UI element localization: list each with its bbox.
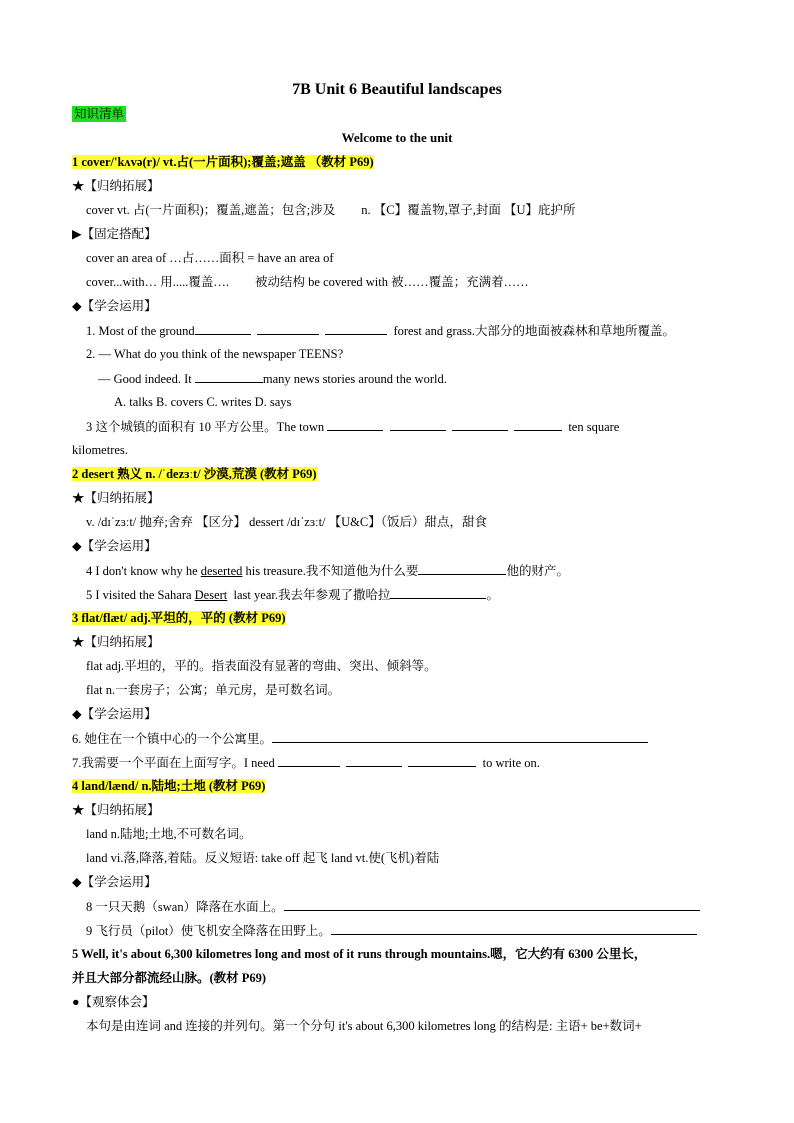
cover-phrase-2: cover...with… 用.....覆盖…. 被动结构 be covered with 被……覆盖；充满着…… [86, 275, 529, 289]
exercise-6: 6. 她住在一个镇中心的一个公寓里。 [72, 730, 648, 747]
label-expand-2: ★【归纳拓展】 [72, 491, 160, 505]
word-1-heading: 1 cover/'kʌvə(r)/ vt.占(一片面积);覆盖;遮盖 （教材 P69) [72, 155, 374, 169]
label-use-3: ◆【学会运用】 [72, 707, 157, 721]
section-heading: Welcome to the unit [341, 130, 453, 145]
exercise-8: 8 一只天鹅（swan）降落在水面上。 [86, 898, 700, 915]
exercise-9: 9 飞行员（pilot）使飞机安全降落在田野上。 [86, 922, 697, 939]
exercise-2-options: A. talks B. covers C. writes D. says [114, 395, 292, 409]
flat-noun-note: flat n.一套房子；公寓；单元房，是可数名词。 [86, 683, 341, 697]
flat-adj-note: flat adj.平坦的，平的。指表面没有显著的弯曲、突出、倾斜等。 [86, 659, 437, 673]
cover-phrase-1: cover an area of …占……面积 = have an area of [86, 251, 334, 265]
land-noun-note: land n.陆地;土地,不可数名词。 [86, 827, 252, 841]
observe-text: 本句是由连词 and 连接的并列句。第一个分句 it's about 6,300 kilometres long 的结构是: 主语+ be+数词+ [86, 1019, 642, 1033]
document-title: 7B Unit 6 Beautiful landscapes [292, 81, 502, 98]
exercise-2-question: 2. — What do you think of the newspaper TEENS? [86, 347, 344, 361]
desert-expansion: v. /dɪˈzɜːt/ 抛弃;舍弃 【区分】 dessert /dɪˈzɜːt/ 【U&C】（饭后）甜点，甜食 [86, 515, 487, 529]
exercise-3: 3 这个城镇的面积有 10 平方公里。The town ten square [86, 420, 620, 434]
exercise-7: 7.我需要一个平面在上面写字。I need to write on. [72, 756, 540, 770]
word-3-heading: 3 flat/flæt/ adj.平坦的，平的 (教材 P69) [72, 611, 286, 625]
label-expand-3: ★【归纳拓展】 [72, 635, 160, 649]
label-use: ◆【学会运用】 [72, 299, 157, 313]
label-observe: ●【观察体会】 [72, 995, 155, 1009]
exercise-4: 4 I don't know why he deserted his treasure.我不知道他为什么要 他的财产。 [86, 564, 569, 578]
knowledge-list-tag: 知识清单 [74, 107, 125, 121]
exercise-1: 1. Most of the ground forest and grass.大部分的地面被森林和草地所覆盖。 [86, 324, 676, 338]
label-expand-4: ★【归纳拓展】 [72, 803, 160, 817]
land-verb-note: land vi.落,降落,着陆。反义短语: take off 起飞 land vt.使(飞机)着陆 [86, 851, 440, 865]
cover-expansion: cover vt. 占(一片面积)；覆盖,遮盖；包含;涉及 n. 【C】覆盖物,罩子,封面 【U】庇护所 [86, 203, 576, 217]
sentence-5-line-1: 5 Well, it's about 6,300 kilometres long and most of it runs through mountains.嗯，它大约有 6300 公里长， [72, 947, 647, 961]
exercise-2-answer: — Good indeed. It many news stories around the world. [98, 372, 447, 386]
label-expand: ★【归纳拓展】 [72, 179, 160, 193]
word-4-heading: 4 land/lænd/ n.陆地;土地 (教材 P69) [72, 779, 266, 793]
word-2-heading: 2 desert 熟义 n. /ˈdezɜːt/ 沙漠,荒漠 (教材 P69) [72, 467, 317, 481]
label-use-4: ◆【学会运用】 [72, 875, 157, 889]
label-fixed: ▶【固定搭配】 [72, 227, 157, 241]
exercise-5: 5 I visited the Sahara Desert last year.我去年参观了撒哈拉 。 [86, 588, 499, 602]
label-use-2: ◆【学会运用】 [72, 539, 157, 553]
sentence-5-line-2: 并且大部分都流经山脉。(教材 P69) [72, 971, 267, 985]
exercise-3-cont: kilometres. [72, 443, 128, 457]
